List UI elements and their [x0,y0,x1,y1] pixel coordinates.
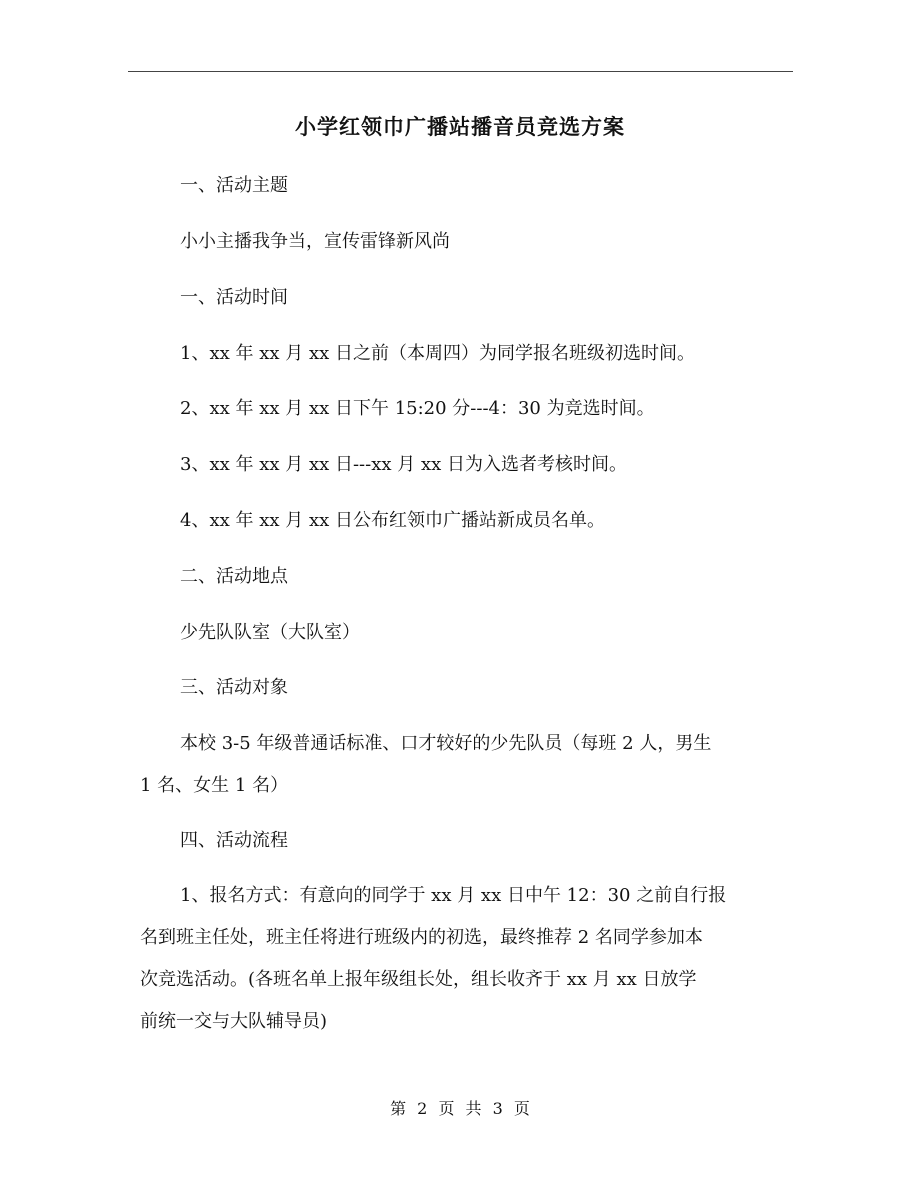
time-item-2: 2、xx 年 xx 月 xx 日下午 15:20 分---4：30 为竞选时间。 [180,398,655,419]
audience-text-line-2: 1 名、女生 1 名） [140,775,289,796]
section-heading-theme: 一、活动主题 [180,175,288,196]
process-item-1-line-1: 1、报名方式：有意向的同学于 xx 月 xx 日中午 12：30 之前自行报 [180,885,727,906]
time-item-3: 3、xx 年 xx 月 xx 日---xx 月 xx 日为入选者考核时间。 [180,454,627,475]
time-item-4: 4、xx 年 xx 月 xx 日公布红领巾广播站新成员名单。 [180,510,605,531]
section-heading-location: 二、活动地点 [180,566,288,587]
header-rule [128,71,793,72]
process-item-1-line-3: 次竞选活动。(各班名单上报年级组长处，组长收齐于 xx 月 xx 日放学 [140,969,697,990]
process-item-1-line-2: 名到班主任处，班主任将进行班级内的初选，最终推荐 2 名同学参加本 [140,927,703,948]
section-heading-time: 一、活动时间 [180,287,288,308]
location-text: 少先队队室（大队室） [180,622,360,643]
audience-text-line-1: 本校 3-5 年级普通话标准、口才较好的少先队员（每班 2 人，男生 [180,733,712,754]
document-title: 小学红领巾广播站播音员竞选方案 [295,114,625,139]
section-heading-process: 四、活动流程 [180,830,288,851]
theme-text: 小小主播我争当，宣传雷锋新风尚 [180,231,450,252]
page-number: 第 2 页 共 3 页 [390,1099,530,1118]
process-item-1-line-4: 前统一交与大队辅导员) [140,1011,328,1032]
time-item-1: 1、xx 年 xx 月 xx 日之前（本周四）为同学报名班级初选时间。 [180,343,695,364]
section-heading-audience: 三、活动对象 [180,677,288,698]
